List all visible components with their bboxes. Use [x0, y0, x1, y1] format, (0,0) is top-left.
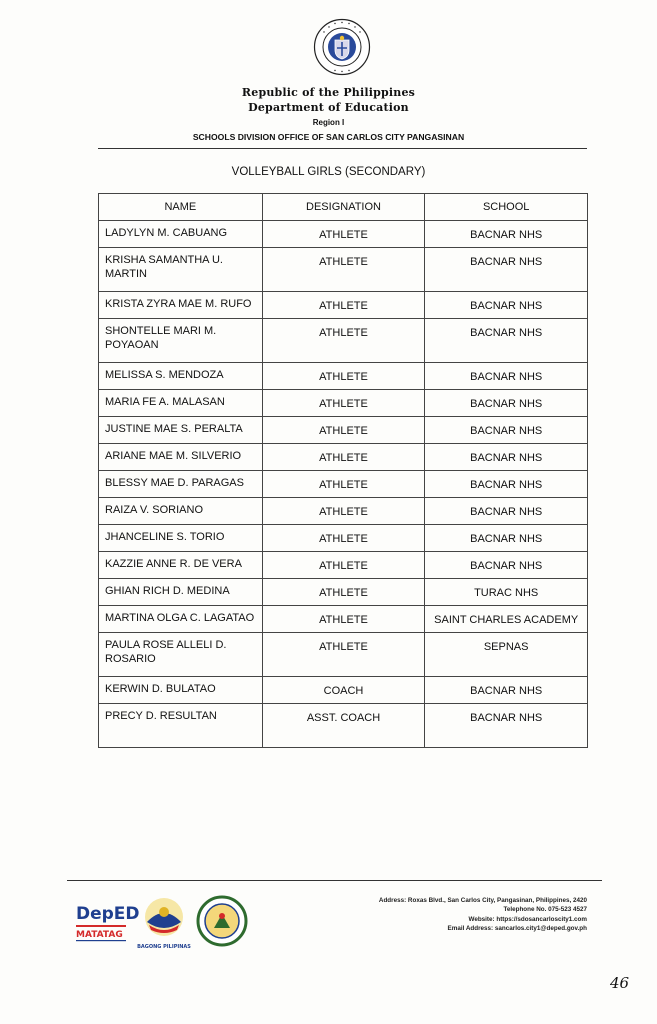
cell-school: TURAC NHS	[425, 579, 588, 606]
cell-designation: ATHLETE	[262, 525, 425, 552]
cell-designation: ATHLETE	[262, 363, 425, 390]
footer-logos	[75, 892, 250, 952]
header-school: SCHOOL	[425, 194, 588, 221]
cell-designation: ATHLETE	[262, 390, 425, 417]
cell-designation: ATHLETE	[262, 552, 425, 579]
table-row	[99, 248, 588, 292]
cell-name: LADYLYN M. CABUANG	[99, 221, 263, 248]
cell-school: BACNAR NHS	[425, 417, 588, 444]
page-number: 46	[610, 974, 630, 992]
republic-heading: Republic of the Philippines	[241, 86, 416, 99]
address-text: Address: Roxas Blvd., San Carlos City, Pangasinan, Philippines, 2420	[378, 897, 587, 904]
table-row	[99, 633, 588, 677]
cell-school: BACNAR NHS	[425, 498, 588, 525]
cell-designation: ATHLETE	[262, 471, 425, 498]
cell-school: BACNAR NHS	[425, 525, 588, 552]
contact-info	[379, 896, 587, 934]
table-row	[99, 498, 588, 525]
cell-name: JHANCELINE S. TORIO	[99, 525, 263, 552]
table-row	[99, 471, 588, 498]
cell-school: SAINT CHARLES ACADEMY	[425, 606, 588, 633]
cell-name: PAULA ROSE ALLELI D. ROSARIO	[99, 633, 263, 677]
matatag-logo-text: MATATAG	[76, 930, 123, 940]
cell-name: SHONTELLE MARI M. POYAOAN	[99, 319, 263, 363]
table-header-row	[99, 194, 588, 221]
table-row	[99, 579, 588, 606]
page-title: VOLLEYBALL GIRLS (SECONDARY)	[231, 166, 426, 178]
cell-school: BACNAR NHS	[425, 390, 588, 417]
website-link[interactable]: Website: https://sdosancarloscity1.com	[468, 915, 587, 923]
cell-name: GHIAN RICH D. MEDINA	[99, 579, 263, 606]
cell-school: BACNAR NHS	[425, 221, 588, 248]
region-label: Region I	[312, 118, 345, 127]
email-link[interactable]: Email Address: sancarlos.city1@deped.gov.ph	[447, 925, 587, 933]
cell-name: MELISSA S. MENDOZA	[99, 363, 263, 390]
table-row	[99, 704, 588, 748]
table-row	[99, 292, 588, 319]
division-office-label: SCHOOLS DIVISION OFFICE OF SAN CARLOS CITY PANGASINAN	[192, 132, 465, 142]
table-row	[99, 444, 588, 471]
cell-name: RAIZA V. SORIANO	[99, 498, 263, 525]
table-row	[99, 221, 588, 248]
header-divider	[98, 148, 587, 149]
table-row	[99, 677, 588, 704]
table-row	[99, 417, 588, 444]
telephone-text: Telephone No. 075-523 4527	[503, 906, 587, 914]
cell-designation: ATHLETE	[262, 606, 425, 633]
cell-name: KRISTA ZYRA MAE M. RUFO	[99, 292, 263, 319]
bagong-pilipinas-logo	[137, 898, 191, 950]
table-row	[99, 606, 588, 633]
cell-name: KRISHA SAMANTHA U. MARTIN	[99, 248, 263, 292]
cell-designation: ATHLETE	[262, 292, 425, 319]
department-heading: Department of Education	[248, 101, 409, 114]
cell-school: SEPNAS	[425, 633, 588, 677]
cell-school: BACNAR NHS	[425, 677, 588, 704]
cell-designation: ATHLETE	[262, 633, 425, 677]
cell-school: BACNAR NHS	[425, 444, 588, 471]
cell-school: BACNAR NHS	[425, 471, 588, 498]
table-row	[99, 363, 588, 390]
cell-designation: ATHLETE	[262, 248, 425, 292]
cell-school: BACNAR NHS	[425, 552, 588, 579]
header-name: NAME	[99, 194, 263, 221]
cell-designation: ASST. COACH	[262, 704, 425, 748]
bagong-pilipinas-text: BAGONG PILIPINAS	[137, 944, 191, 950]
deped-matatag-logo	[76, 904, 140, 941]
sdo-seal-icon	[198, 897, 246, 945]
cell-designation: ATHLETE	[262, 579, 425, 606]
cell-name: PRECY D. RESULTAN	[99, 704, 263, 748]
table-row	[99, 319, 588, 363]
cell-name: MARIA FE A. MALASAN	[99, 390, 263, 417]
cell-name: ARIANE MAE M. SILVERIO	[99, 444, 263, 471]
footer-divider	[67, 880, 602, 881]
cell-designation: ATHLETE	[262, 417, 425, 444]
cell-name: MARTINA OLGA C. LAGATAO	[99, 606, 263, 633]
cell-school: BACNAR NHS	[425, 319, 588, 363]
cell-name: KERWIN D. BULATAO	[99, 677, 263, 704]
cell-designation: ATHLETE	[262, 319, 425, 363]
cell-designation: ATHLETE	[262, 221, 425, 248]
cell-name: BLESSY MAE D. PARAGAS	[99, 471, 263, 498]
cell-school: BACNAR NHS	[425, 248, 588, 292]
cell-school: BACNAR NHS	[425, 363, 588, 390]
deped-seal-icon	[313, 18, 371, 76]
cell-designation: ATHLETE	[262, 444, 425, 471]
roster-table	[98, 193, 588, 748]
cell-school: BACNAR NHS	[425, 292, 588, 319]
cell-name: KAZZIE ANNE R. DE VERA	[99, 552, 263, 579]
cell-designation: COACH	[262, 677, 425, 704]
table-row	[99, 525, 588, 552]
cell-school: BACNAR NHS	[425, 704, 588, 748]
deped-logo-text: DepED	[76, 904, 140, 924]
header-designation: DESIGNATION	[262, 194, 425, 221]
table-row	[99, 390, 588, 417]
cell-designation: ATHLETE	[262, 498, 425, 525]
cell-name: JUSTINE MAE S. PERALTA	[99, 417, 263, 444]
table-row	[99, 552, 588, 579]
